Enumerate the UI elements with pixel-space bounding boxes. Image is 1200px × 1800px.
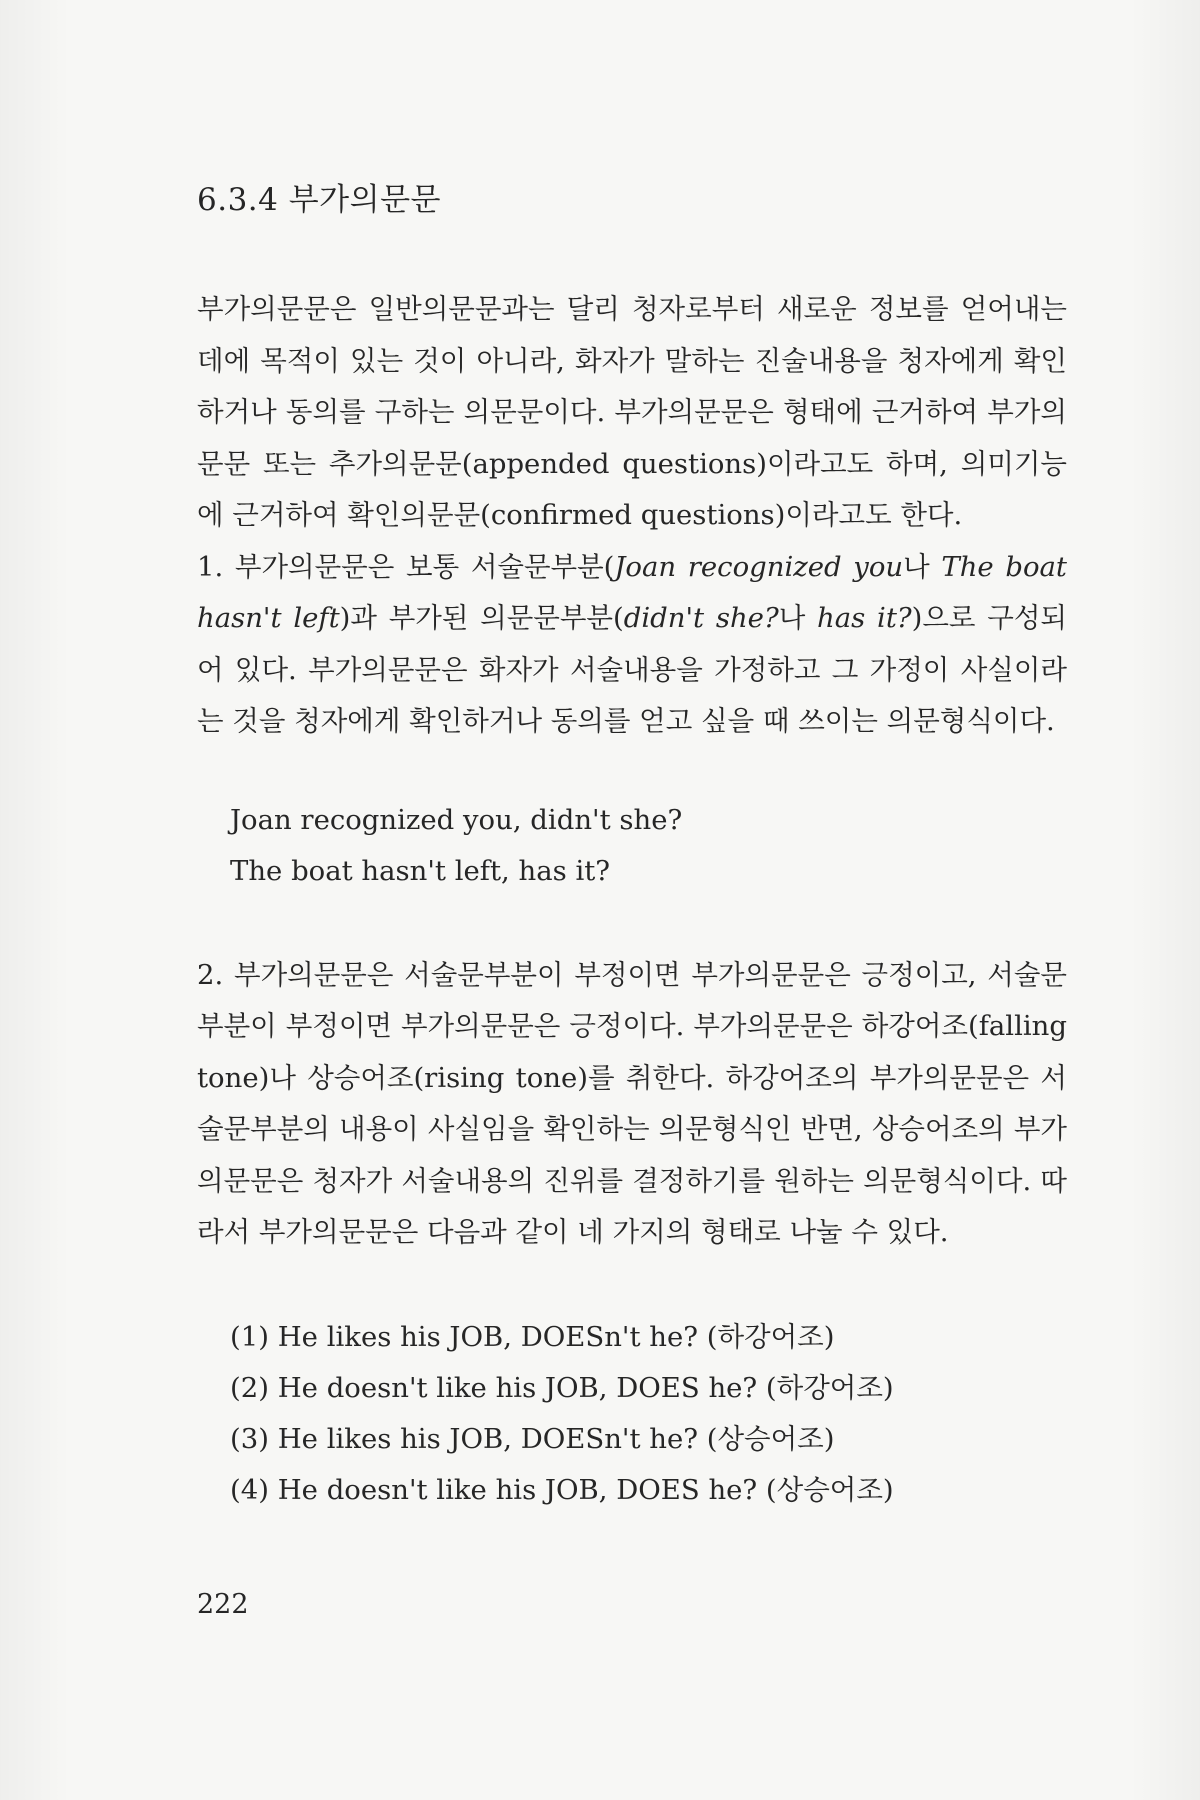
scan-shadow-right bbox=[1130, 0, 1200, 1800]
point-1-connector-1: 나 bbox=[903, 550, 942, 583]
section-heading: 6.3.4 부가의문문 bbox=[197, 182, 441, 218]
intro-paragraph bbox=[197, 284, 1067, 542]
example-list-2 bbox=[197, 1312, 1067, 1516]
point-1-lead: 1. 부가의문문은 보통 서술문부분( bbox=[197, 550, 615, 583]
point-1-example-2: The boat hasn't left bbox=[197, 550, 1067, 634]
page-content bbox=[197, 178, 1067, 1516]
example-sentence: (3) He likes his JOB, DOESn't he? (상승어조) bbox=[230, 1422, 835, 1455]
point-1-example-3: didn't she? bbox=[623, 602, 779, 634]
page-number: 222 bbox=[197, 1589, 249, 1620]
point-1-example-1: Joan recognized you bbox=[614, 550, 904, 583]
example-sentence: The boat hasn't left, has it? bbox=[230, 854, 611, 887]
example-list-1 bbox=[197, 795, 1067, 897]
point-1-rest: )으로 구성되어 있다. 부가의문문은 화자가 서술내용을 가정하고 그 가정이 사실이라는 것을 청자에게 확인하거나 동의를 얻고 싶을 때 쓰이는 의문형식이다. bbox=[197, 602, 1067, 737]
example-sentence: Joan recognized you, didn't she? bbox=[230, 803, 683, 836]
point-1-connector-3: 나 bbox=[778, 602, 818, 634]
intro-text: 부가의문문은 일반의문문과는 달리 청자로부터 새로운 정보를 얻어내는 데에 목적이 있는 것이 아니라, 화자가 말하는 진술내용을 청자에게 확인하거나 동의를 구하는 의문문이다. 부가의문문은 형태에 근거하여 부가의문문 또는 추가의문문(appended questions)이라고도 하며, 의미기능에 근거하여 확인의문문(confirmed questions)이라고도 한다. bbox=[197, 293, 1067, 531]
point-1-example-4: has it? bbox=[817, 602, 912, 634]
example-sentence: (4) He doesn't like his JOB, DOES he? (상승어조) bbox=[230, 1473, 894, 1506]
scan-shadow-left bbox=[0, 0, 70, 1800]
point-1-paragraph bbox=[197, 542, 1067, 748]
example-sentence: (2) He doesn't like his JOB, DOES he? (하강어조) bbox=[230, 1371, 894, 1404]
point-2-paragraph: 2. 부가의문문은 서술문부분이 부정이면 부가의문문은 긍정이고, 서술문부분이 부정이면 부가의문문은 긍정이다. 부가의문문은 하강어조(falling tone)나 상승어조(rising tone)를 취한다. 하강어조의 부가의문문은 서술문부분의 내용이 사실임을 확인하는 의문형식인 반면, 상승어조의 부가의문문은 청자가 서술내용의 진위를 결정하기를 원하는 의문형식이다. 따라서 부가의문문은 다음과 같이 네 가지의 형태로 나눌 수 있다. bbox=[197, 958, 1067, 1248]
point-1-connector-2: )과 부가된 의문문부분( bbox=[339, 602, 624, 634]
example-sentence: (1) He likes his JOB, DOESn't he? (하강어조) bbox=[230, 1320, 835, 1353]
